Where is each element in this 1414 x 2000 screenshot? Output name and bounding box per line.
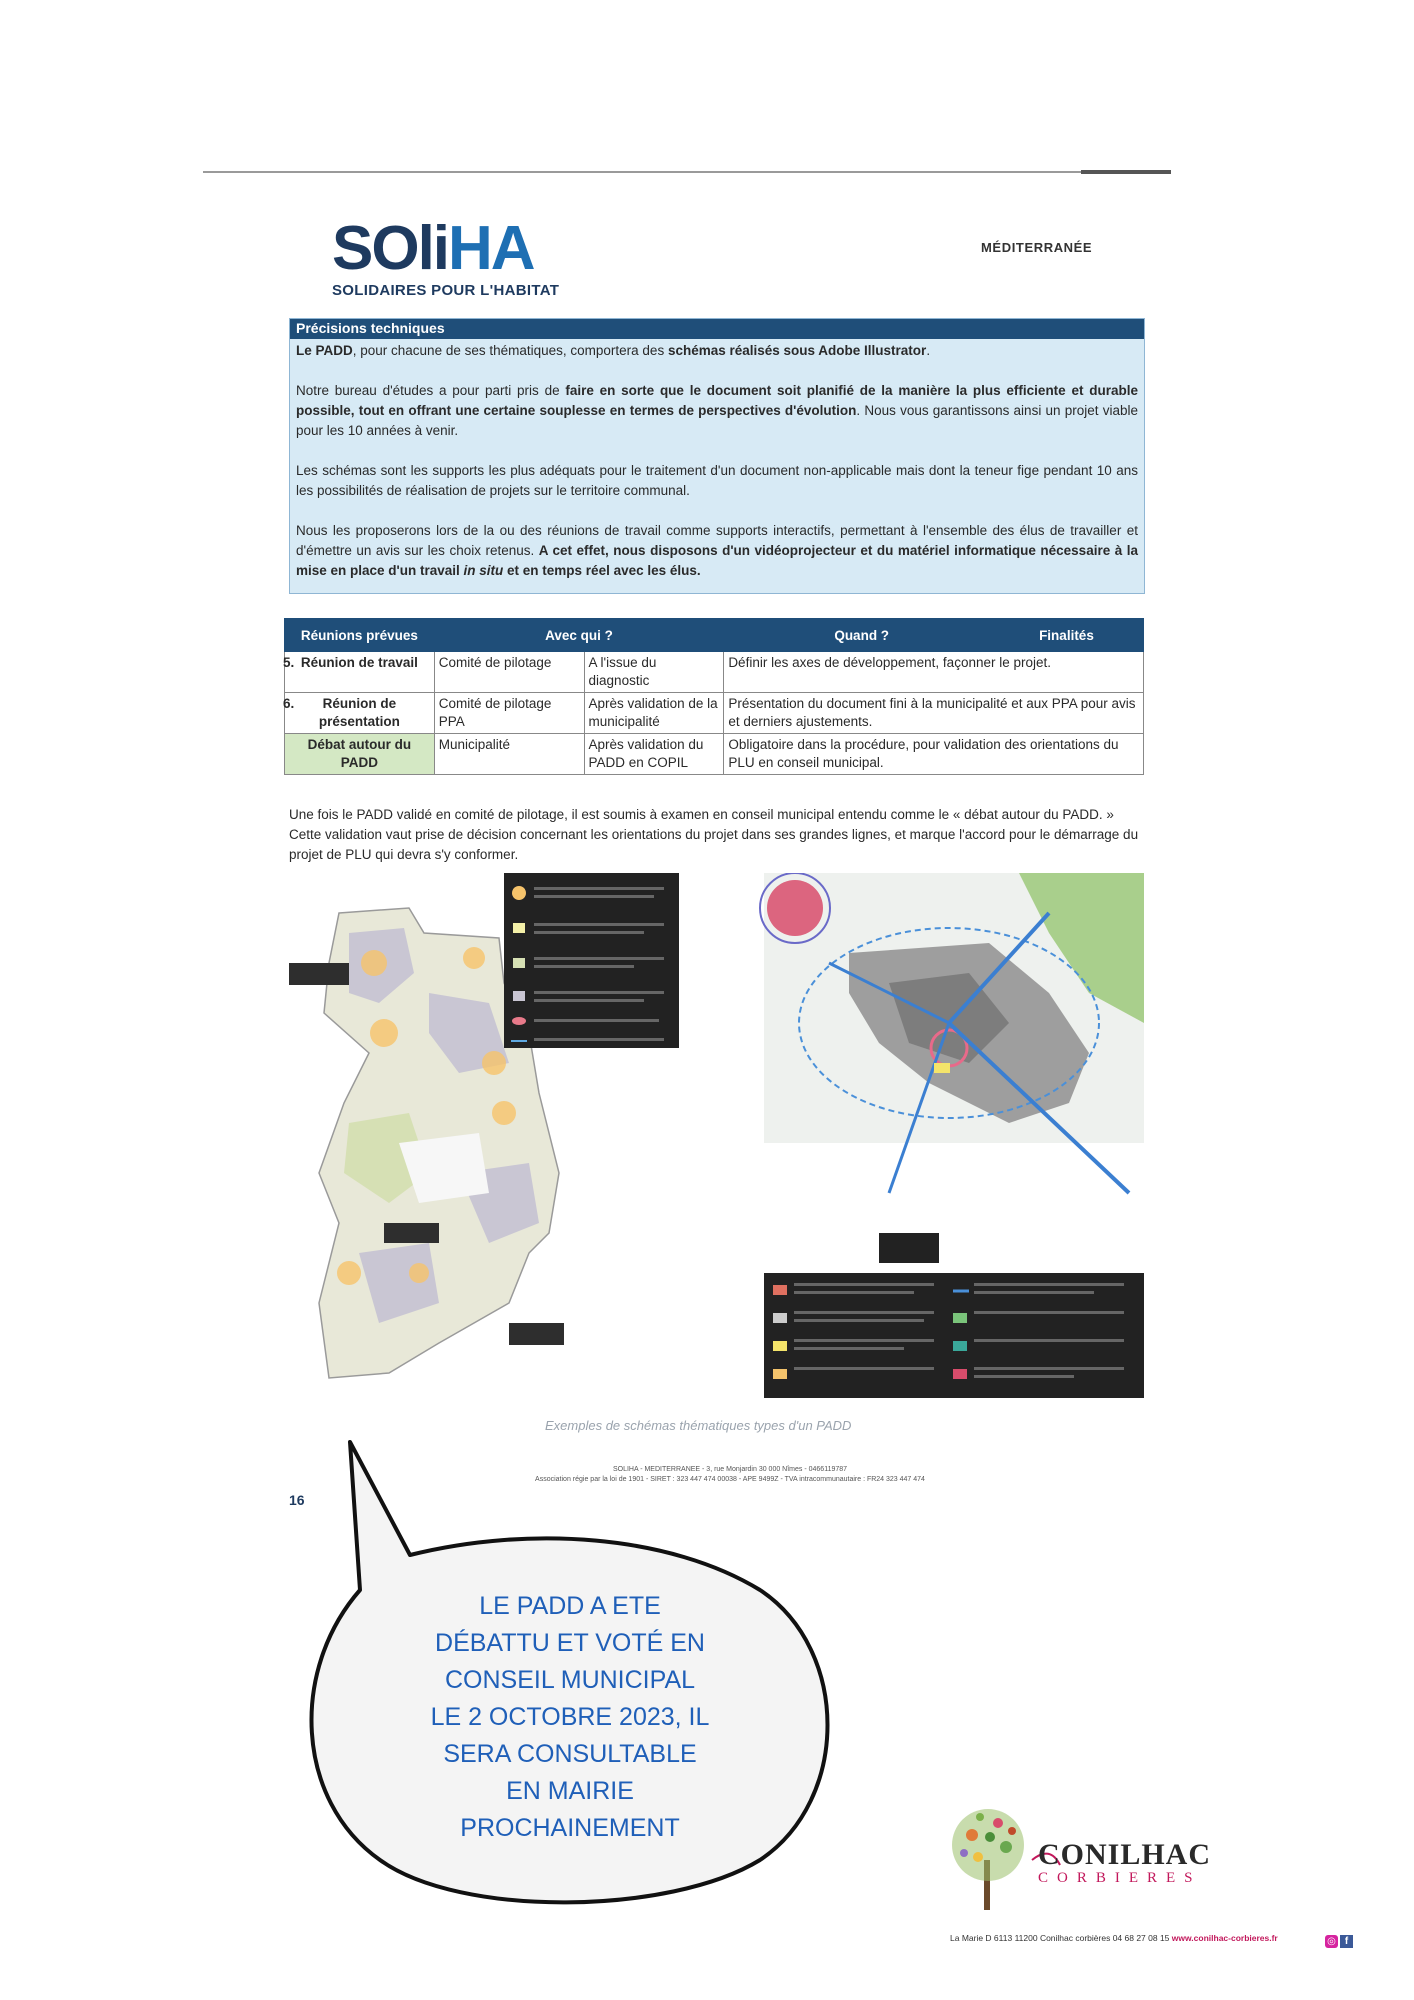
- region-label: MÉDITERRANÉE: [981, 240, 1093, 255]
- header-with-whom: Avec qui ?: [434, 619, 724, 652]
- page-number: 16: [289, 1492, 305, 1508]
- facebook-icon[interactable]: f: [1340, 1935, 1353, 1948]
- maps-caption: Exemples de schémas thématiques types d'un PADD: [545, 1418, 852, 1433]
- social-icons: [1323, 1931, 1353, 1949]
- technical-details-box: [289, 318, 1145, 594]
- right-village-map: [760, 873, 1144, 1398]
- conilhac-subtitle: CORBIERES: [1038, 1870, 1202, 1886]
- logo-main-prefix: SOli: [332, 214, 449, 283]
- meetings-table: [284, 618, 1144, 775]
- tech-paragraph-2: Notre bureau d'études a pour parti pris de faire en sorte que le document soit planifié de la manière la plus efficiente et durable possible, tout en offrant une certaine souplesse en termes de perspectives d'évolution. Nous vous garantissons ainsi un projet viable pour les 10 années à venir.: [296, 383, 1138, 438]
- tech-paragraph-1: Le PADD, pour chacune de ses thématiques, comportera des schémas réalisés sous Adobe Illustrator.: [296, 343, 931, 358]
- meetings-header-row: [285, 619, 1144, 652]
- tech-paragraph-3: Les schémas sont les supports les plus adéquats pour le traitement d'un document non-applicable mais dont la teneur fige pendant 10 ans les possibilités de réalisation de projets sur le territoire communal.: [296, 463, 1138, 498]
- speech-bubble-text: LE PADD A ETE DÉBATTU ET VOTÉ EN CONSEIL MUNICIPAL LE 2 OCTOBRE 2023, IL SERA CONSULTABLE EN MAIRIE PROCHAINEMENT: [430, 1592, 710, 1842]
- left-commune-map: [289, 873, 679, 1378]
- conilhac-name: CONILHAC: [1038, 1838, 1212, 1871]
- footer-line-2: Association régie par la loi de 1901 - SIRET : 323 447 474 00038 - APE 9499Z - TVA intracommunautaire : FR24 323 447 474: [535, 1476, 925, 1483]
- website-link[interactable]: www.conilhac-corbieres.fr: [1171, 1933, 1278, 1943]
- scan-top-rule: [203, 171, 1171, 173]
- logo-subtitle: SOLIDAIRES POUR L'HABITAT: [332, 282, 560, 299]
- table-row: 5. Réunion de travail Comité de pilotage A l'issue du diagnostic Définir les axes de développement, façonner le projet.: [285, 652, 1144, 693]
- instagram-icon[interactable]: ◎: [1325, 1935, 1338, 1948]
- table-row: Débat autour du PADD Municipalité Après validation du PADD en COPIL Obligatoire dans la procédure, pour validation des orientations du PLU en conseil municipal.: [285, 734, 1144, 775]
- logo-main-suffix: HA: [448, 214, 534, 283]
- header-meetings: Réunions prévues: [285, 619, 435, 652]
- technical-details-title: Précisions techniques: [290, 319, 1144, 339]
- table-row: 6. Réunion de présentation Comité de pilotage PPA Après validation de la municipalité Présentation du document fini à la municipalité et aux PPA pour avis et derniers ajustements.: [285, 693, 1144, 734]
- padd-paragraph: Une fois le PADD validé en comité de pilotage, il est soumis à examen en conseil municipal entendu comme le « débat autour du PADD. » Cette validation vaut prise de décision concernant les orientations du projet dans ses grandes lignes, et marque l'accord pour le démarrage du projet de PLU qui devra s'y conformer.: [289, 807, 1139, 862]
- header-when-purpose: Quand ? Finalités: [724, 619, 1144, 652]
- mairie-address: La Marie D 6113 11200 Conilhac corbières 04 68 27 08 15 www.conilhac-corbieres.fr: [950, 1933, 1278, 1943]
- padd-example-maps: [289, 873, 1144, 1413]
- soliha-logo: [332, 214, 560, 299]
- footer-line-1: SOLIHA - MEDITERRANEE - 3, rue Monjardin 30 000 Nîmes - 0466119787: [612, 1466, 848, 1473]
- tech-paragraph-4: Nous les proposerons lors de la ou des réunions de travail comme supports interactifs, permettant à l'ensemble des élus de travailler et d'émettre un avis sur les choix retenus. A cet effet, nous disposons d'un vidéoprojecteur et du matériel informatique nécessaire à la mise en place d'un travail in situ et en temps réel avec les élus.: [296, 523, 1139, 578]
